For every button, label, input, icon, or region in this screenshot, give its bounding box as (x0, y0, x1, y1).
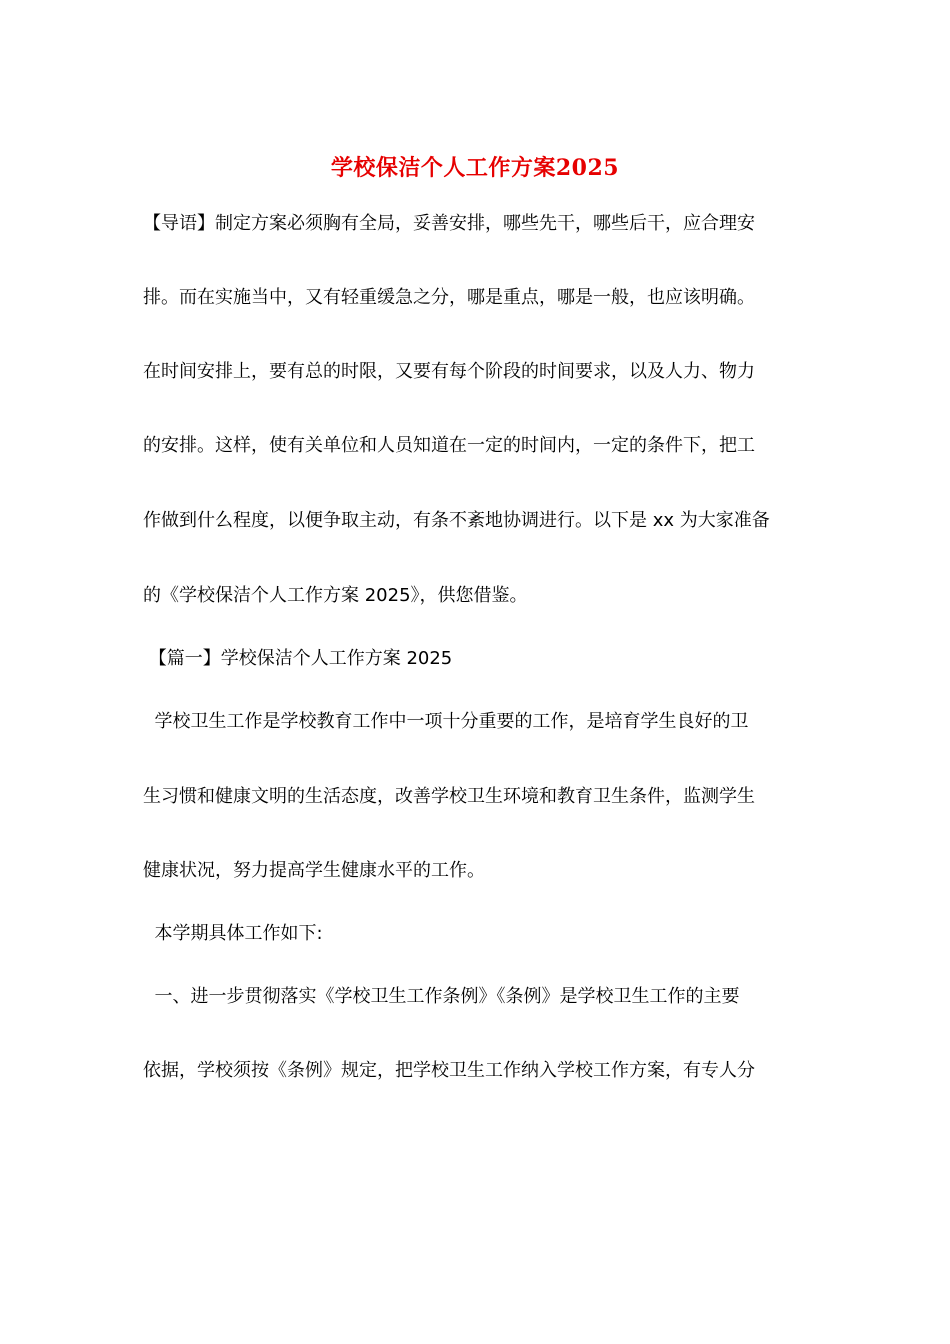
paragraph-line: 的《学校保洁个人工作方案 2025》，供您借鉴。 (143, 585, 528, 606)
paragraph-line: 排。而在实施当中，又有轻重缓急之分，哪是重点，哪是一般，也应该明确。 (143, 287, 755, 308)
section-heading: 【篇一】学校保洁个人工作方案 2025 (143, 648, 453, 669)
paragraph-line: 健康状况，努力提高学生健康水平的工作。 (143, 860, 485, 881)
paragraph-line: 的安排。这样，使有关单位和人员知道在一定的时间内，一定的条件下，把工 (143, 435, 755, 456)
paragraph-line: 学校卫生工作是学校教育工作中一项十分重要的工作，是培育学生良好的卫 (143, 711, 749, 732)
paragraph-line: 一、进一步贯彻落实《学校卫生工作条例》《条例》是学校卫生工作的主要 (143, 986, 740, 1007)
paragraph-line: 作做到什么程度，以便争取主动，有条不紊地协调进行。以下是 xx 为大家准备 (143, 510, 770, 531)
paragraph-line: 生习惯和健康文明的生活态度，改善学校卫生环境和教育卫生条件，监测学生 (143, 786, 755, 807)
paragraph-line: 【导语】制定方案必须胸有全局，妥善安排，哪些先干，哪些后干，应合理安 (143, 213, 755, 234)
paragraph-line: 在时间安排上，要有总的时限，又要有每个阶段的时间要求，以及人力、物力 (143, 361, 755, 382)
document-title: 学校保洁个人工作方案2025 (330, 155, 620, 181)
paragraph-line: 依据，学校须按《条例》规定，把学校卫生工作纳入学校工作方案，有专人分 (143, 1060, 755, 1081)
paragraph-line: 本学期具体工作如下: (143, 923, 323, 944)
